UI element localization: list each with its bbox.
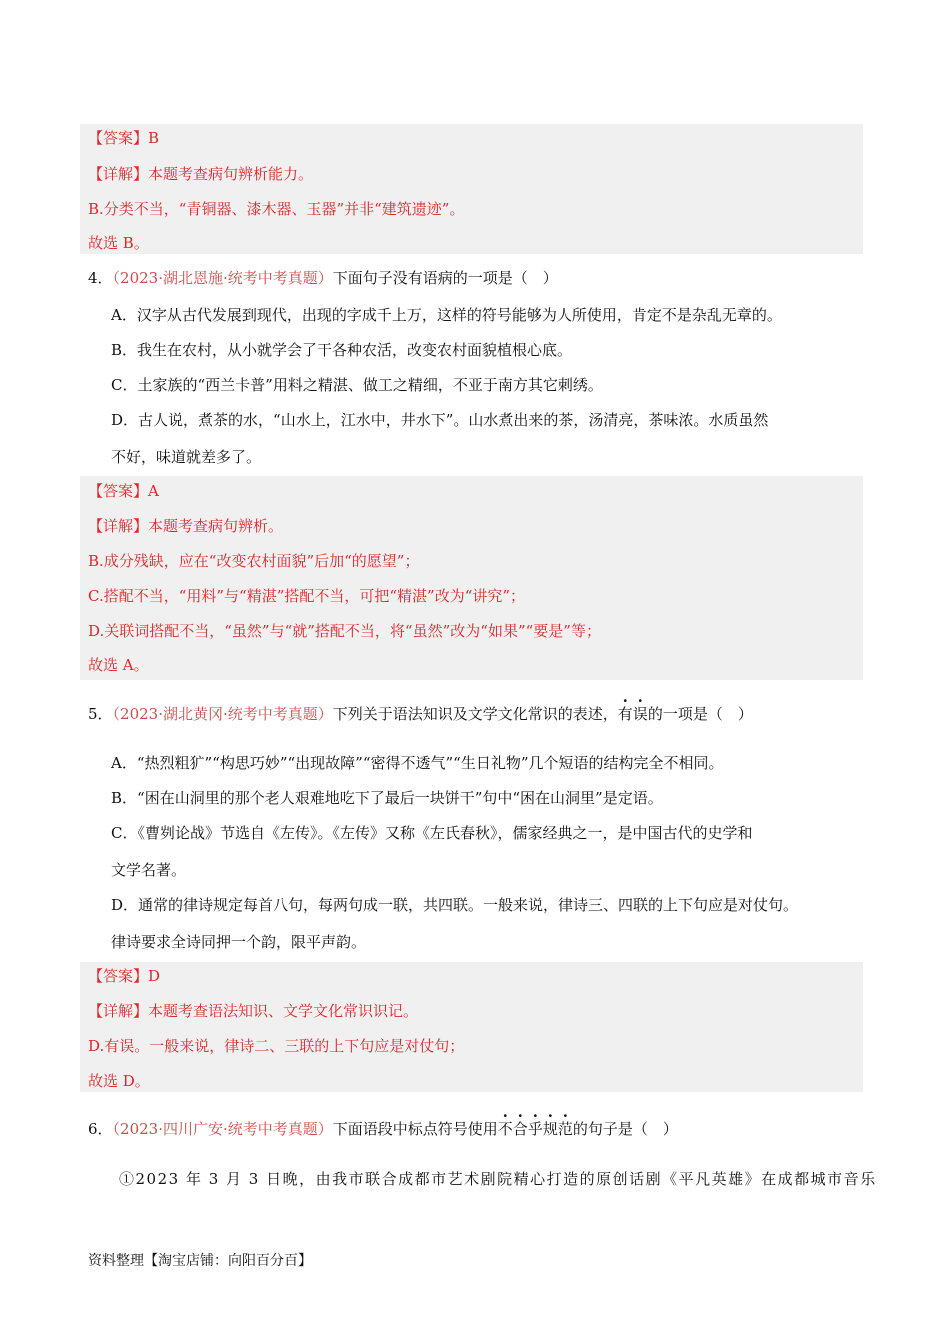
emphasis-char: 误 <box>632 705 648 723</box>
question-source: （2023·湖北黄冈·统考中考真题） <box>112 705 333 723</box>
question-source: （2023·四川广安·统考中考真题） <box>112 1120 333 1138</box>
option-a: A．“热烈粗犷”“构思巧妙”“出现故障”“密得不透气”“生日礼物”几个短语的结构完全不相同。 <box>111 754 724 772</box>
option-a: A．汉字从古代发展到现代，出现的字成千上万，这样的符号能够为人所使用，肯定不是杂乱无章的。 <box>111 306 782 324</box>
choose-line: 故选 A。 <box>88 656 149 674</box>
detail-label: 【详解】本题考查语法知识、文学文化常识识记。 <box>88 1002 419 1020</box>
explanation-line: C.搭配不当，“用料”与“精湛”搭配不当，可把“精湛”改为“讲究”； <box>88 587 526 605</box>
question-5-stem <box>88 704 753 724</box>
emphasis-char: 范 <box>557 1120 573 1138</box>
option-b: B．我生在农村，从小就学会了干各种农活，改变农村面貌植根心底。 <box>111 341 573 359</box>
answer-label: 【答案】A <box>88 482 159 500</box>
passage-sentence-1: ①2023 年 3 月 3 日晚，由我市联合成都市艺术剧院精心打造的原创话剧《平凡英雄》在成都城市音乐 <box>119 1170 877 1188</box>
answer-block-q4 <box>80 476 863 680</box>
answer-block-q5 <box>80 962 863 1092</box>
explanation-line: B.成分残缺，应在“改变农村面貌”后加“的愿望”； <box>88 552 420 570</box>
option-c-continued: 文学名著。 <box>111 861 187 879</box>
footer-note: 资料整理【淘宝店铺：向阳百分百】 <box>88 1253 312 1269</box>
option-d-continued: 不好，味道就差多了。 <box>111 448 262 466</box>
option-d: D．古人说，煮茶的水，“山水上，江水中，井水下”。山水煮出来的茶，汤清亮，茶味浓。水质虽然 <box>111 411 769 429</box>
choose-line: 故选 B。 <box>88 234 149 252</box>
answer-label: 【答案】B <box>88 129 160 147</box>
question-number: 5． <box>88 705 113 723</box>
question-6-stem <box>88 1119 678 1139</box>
detail-label: 【详解】本题考查病句辨析能力。 <box>88 165 314 183</box>
emphasis-char: 有 <box>617 705 633 723</box>
emphasis-char: 合 <box>512 1120 528 1138</box>
option-d: D．通常的律诗规定每首八句，每两句成一联，共四联。一般来说，律诗三、四联的上下句应是对仗句。 <box>111 896 799 914</box>
detail-label: 【详解】本题考查病句辨析。 <box>88 517 284 535</box>
choose-line: 故选 D。 <box>88 1072 150 1090</box>
explanation-line: D.关联词搭配不当，“虽然”与“就”搭配不当，将“虽然”改为“如果”“要是”等； <box>88 622 601 640</box>
question-number: 6． <box>88 1120 113 1138</box>
option-c: C．《曹刿论战》节选自《左传》。《左传》又称《左氏春秋》，儒家经典之一，是中国古代的史学和 <box>111 824 753 842</box>
option-c: C．土家族的“西兰卡普”用料之精湛、做工之精细，不亚于南方其它刺绣。 <box>111 376 603 394</box>
question-source: （2023·湖北恩施·统考中考真题） <box>112 269 333 287</box>
option-b: B．“困在山洞里的那个老人艰难地吃下了最后一块饼干”句中“困在山洞里”是定语。 <box>111 789 663 807</box>
emphasis-char: 不 <box>497 1120 513 1138</box>
question-text: 下列关于语法知识及文学文化常识的表述， <box>332 705 618 723</box>
question-number: 4． <box>88 269 113 287</box>
question-text: 下面句子没有语病的一项是（ ） <box>332 269 558 287</box>
question-text: 的一项是（ ） <box>647 705 753 723</box>
question-text: 的句子是（ ） <box>572 1120 678 1138</box>
answer-label: 【答案】D <box>88 967 161 985</box>
explanation-line: D.有误。一般来说，律诗二、三联的上下句应是对仗句； <box>88 1037 465 1055</box>
option-d-continued: 律诗要求全诗同押一个韵，限平声韵。 <box>111 933 367 951</box>
answer-block-q3 <box>80 124 863 254</box>
explanation-line: B.分类不当，“青铜器、漆木器、玉器”并非“建筑遗迹”。 <box>88 200 465 218</box>
emphasis-char: 乎 <box>527 1120 543 1138</box>
question-text: 下面语段中标点符号使用 <box>332 1120 498 1138</box>
question-4-stem <box>88 268 558 288</box>
emphasis-char: 规 <box>542 1120 558 1138</box>
